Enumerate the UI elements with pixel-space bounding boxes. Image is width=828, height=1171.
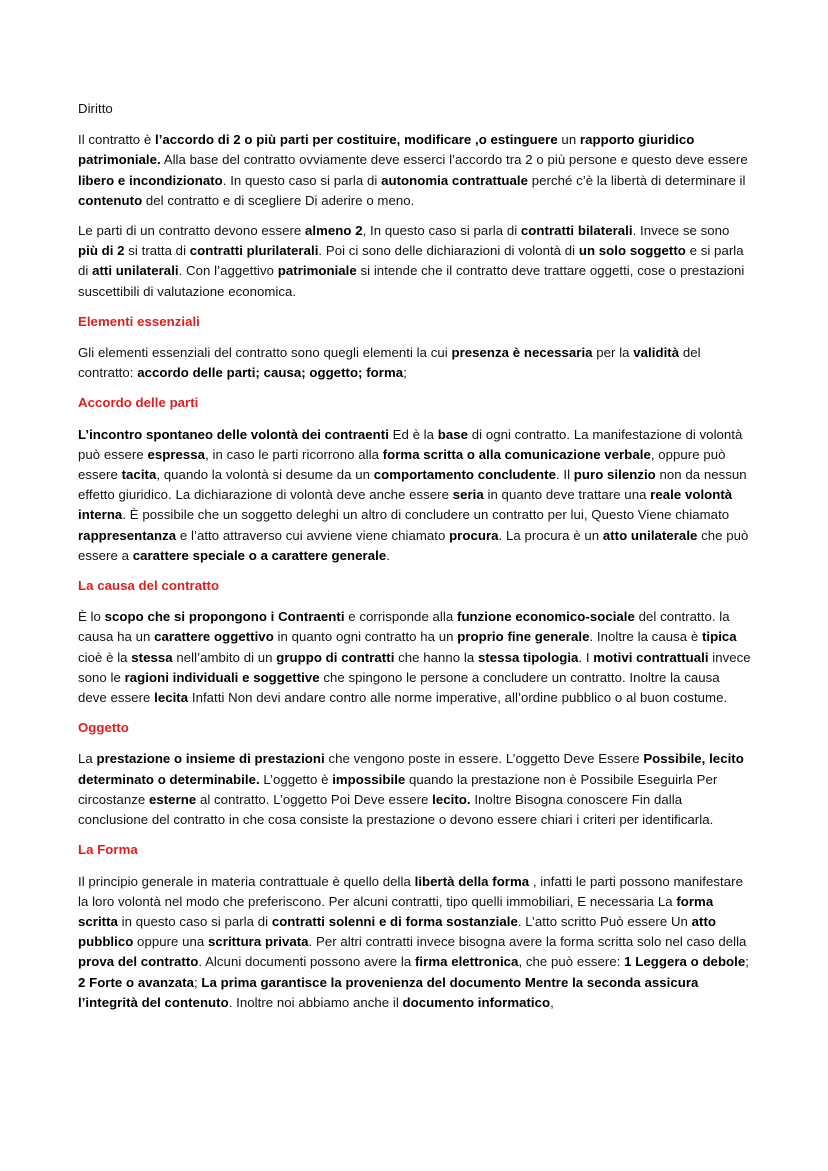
text-run: si intende che il contratto deve trattare oggetti, cose o prestazioni suscettibili di valutazione economica.	[78, 263, 745, 299]
text-run: ;	[403, 365, 407, 381]
text-run: L’oggetto è	[259, 771, 333, 787]
bold-text: forma scritta o alla comunicazione verbale	[382, 446, 651, 462]
text-run: che può essere a	[78, 527, 749, 563]
bold-text: prova del contratto	[78, 954, 199, 970]
text-run: , che può essere:	[518, 954, 625, 970]
text-run: . L’atto scritto Può essere Un	[517, 913, 692, 929]
text-run: quando la prestazione non è Possibile Eseguirla Per circostanze	[78, 771, 718, 807]
text-run: . La procura è un	[498, 527, 603, 543]
bold-text: atti unilaterali	[92, 263, 179, 279]
text-run: Alla base del contratto ovviamente deve esserci l’accordo tra 2 o più persone e questo deve essere	[160, 152, 748, 168]
text-run: , oppure può essere	[78, 446, 726, 483]
bold-text: La prima garantisce la provenienza del documento Mentre la seconda assicura l’integrità del contenuto	[78, 974, 699, 1010]
text-run: un	[557, 132, 580, 148]
section-heading: La causa del contratto	[78, 578, 220, 594]
paragraph	[78, 343, 752, 383]
bold-text: L’incontro spontaneo delle volontà dei contraenti	[78, 426, 389, 442]
bold-text: libero e incondizionato	[78, 172, 223, 188]
bold-text: contratti solenni e di forma sostanziale	[271, 913, 518, 929]
bold-text: libertà della forma	[414, 873, 530, 889]
text-run: non da nessun effetto giuridico. La dichiarazione di volontà deve anche essere	[78, 467, 747, 503]
text-run: e si parla di	[78, 243, 744, 279]
bold-text: reale volontà interna	[78, 487, 733, 523]
text-run: in quanto deve trattare una	[483, 487, 651, 503]
text-run: . È possibile che un soggetto deleghi un altro di concludere un contratto per lui, Questo Viene chiamato	[122, 507, 730, 523]
bold-text: impossibile	[332, 771, 406, 787]
bold-text: l’accordo di 2 o più parti per costituire, modificare ,o estinguere	[154, 132, 558, 148]
text-run: . Inoltre noi abbiamo anche il	[228, 994, 403, 1010]
paragraph	[78, 425, 752, 566]
paragraph	[78, 221, 752, 302]
text-run: , quando la volontà si desume da un	[156, 467, 374, 483]
bold-text: 1 Leggera o debole	[624, 954, 746, 970]
text-run: , in caso le parti ricorrono alla	[205, 446, 383, 462]
bold-text: più di 2	[78, 243, 125, 259]
text-run: oppure una	[133, 934, 209, 950]
text-run: Il contratto è	[78, 132, 155, 148]
bold-text: rapporto giuridico patrimoniale.	[78, 132, 695, 168]
text-run: È lo	[78, 609, 105, 625]
text-run: che hanno la	[394, 649, 478, 665]
text-run: Il principio generale in materia contrattuale è quello della	[78, 873, 415, 889]
bold-text: 2 Forte o avanzata	[78, 974, 194, 990]
bold-text: base	[437, 426, 469, 442]
bold-text: almeno 2	[305, 223, 363, 239]
bold-text: autonomia contrattuale	[381, 172, 529, 188]
text-run: , In questo caso si parla di	[362, 223, 521, 239]
document-page	[78, 99, 752, 1023]
text-run: . I	[578, 649, 594, 665]
text-run: . Con l’aggettivo	[178, 263, 278, 279]
bold-text: gruppo di contratti	[276, 649, 395, 665]
text-run: ;	[193, 974, 202, 990]
bold-text: atto pubblico	[78, 913, 717, 950]
bold-text: validità	[633, 345, 680, 361]
text-run: Gli elementi essenziali del contratto sono quegli elementi la cui	[78, 345, 452, 361]
bold-text: carattere speciale o a carattere generale	[132, 547, 387, 563]
text-run: Ed è la	[388, 426, 438, 442]
bold-text: Possibile, lecito determinato o determinabile.	[78, 751, 744, 787]
bold-text: contenuto	[78, 192, 143, 208]
text-run: . In questo caso si parla di	[222, 172, 382, 188]
bold-text: contratti bilaterali	[520, 223, 633, 239]
bold-text: un solo soggetto	[578, 243, 686, 259]
text-run: del contratto. la causa ha un	[78, 609, 730, 645]
section-heading: Elementi essenziali	[78, 313, 200, 329]
bold-text: esterne	[148, 791, 197, 807]
section-heading: La Forma	[78, 842, 138, 858]
bold-text: scopo che si propongono i Contraenti	[104, 609, 345, 625]
text-run: cioè è la	[78, 649, 132, 665]
text-run: . Alcuni documenti possono avere la	[198, 954, 415, 970]
text-run: si tratta di	[124, 243, 190, 259]
bold-text: firma elettronica	[414, 954, 519, 970]
text-run: e corrisponde alla	[344, 609, 457, 625]
paragraph	[78, 872, 752, 1013]
text-run: di ogni contratto. La manifestazione di volontà può essere	[78, 426, 743, 462]
text-run: e l’atto attraverso cui avviene viene chiamato	[176, 527, 450, 543]
bold-text: stessa	[131, 649, 173, 665]
bold-text: stessa tipologia	[477, 649, 579, 665]
text-run: La	[78, 751, 97, 767]
bold-text: proprio fine generale	[457, 629, 590, 645]
bold-text: funzione economico-sociale	[457, 609, 635, 625]
paragraph	[78, 749, 752, 830]
text-run: . Invece se sono	[632, 223, 730, 239]
text-run: , infatti le parti possono manifestare la loro volontà nel modo che preferiscono. Per alcuni contratti, tipo quelli immobiliari, E necessaria La	[78, 873, 743, 909]
text-run: in quanto ogni contratto ha un	[273, 629, 458, 645]
bold-text: motivi contrattuali	[593, 649, 709, 665]
text-run: perché c’è la libertà di determinare il	[528, 172, 746, 188]
text-run: che vengono poste in essere. L’oggetto Deve Essere	[324, 751, 644, 767]
text-run: invece sono le	[78, 649, 751, 685]
text-run: Inoltre Bisogna conoscere Fin dalla conclusione del contratto in che cosa consiste la prestazione o devono essere chiari i criteri per identificarla.	[78, 791, 714, 828]
text-run: .	[386, 547, 390, 563]
bold-text: seria	[452, 487, 484, 503]
text-run: Infatti Non devi andare contro alle norme imperative, all’ordine pubblico o al buon costume.	[188, 690, 728, 706]
bold-text: atto unilaterale	[602, 527, 698, 543]
bold-text: tipica	[701, 629, 737, 645]
bold-text: documento informatico	[402, 994, 551, 1010]
section-heading: Accordo delle parti	[78, 395, 199, 411]
bold-text: lecita	[154, 690, 189, 706]
bold-text: comportamento concludente	[373, 467, 556, 483]
text-run: . Inoltre la causa è	[589, 629, 702, 645]
bold-text: scrittura privata	[208, 934, 309, 950]
text-run: che spingono le persone a concludere un contratto. Inoltre la causa deve essere	[78, 669, 720, 706]
bold-text: lecito.	[432, 791, 471, 807]
text-run: al contratto. L’oggetto Poi Deve essere	[196, 791, 433, 807]
bold-text: rappresentanza	[78, 527, 177, 543]
document-body	[78, 130, 752, 1013]
paragraph	[78, 607, 752, 708]
document-title: Diritto	[78, 101, 113, 116]
text-run: . Poi ci sono delle dichiarazioni di volontà di	[318, 243, 579, 259]
text-run: ,	[550, 994, 554, 1010]
bold-text: tacita	[121, 467, 157, 483]
bold-text: forma scritta	[78, 893, 714, 929]
text-run: nell’ambito di un	[172, 649, 277, 665]
bold-text: ragioni individuali e soggettive	[124, 669, 320, 685]
text-run: . Per altri contratti invece bisogna avere la forma scritta solo nel caso della	[308, 934, 747, 950]
text-run: Le parti di un contratto devono essere	[78, 223, 306, 239]
section-heading: Oggetto	[78, 720, 129, 736]
paragraph	[78, 130, 752, 211]
bold-text: puro silenzio	[573, 467, 656, 483]
text-run: in questo caso si parla di	[117, 913, 272, 929]
bold-text: presenza è necessaria	[451, 345, 593, 361]
text-run: per la	[592, 345, 634, 361]
bold-text: accordo delle parti; causa; oggetto; forma	[137, 365, 404, 381]
bold-text: carattere oggettivo	[154, 629, 274, 645]
bold-text: patrimoniale	[277, 263, 357, 279]
bold-text: espressa	[147, 446, 206, 462]
text-run: del contratto e di scegliere Di aderire o meno.	[142, 192, 415, 208]
text-run: del contratto:	[78, 345, 701, 381]
bold-text: prestazione o insieme di prestazioni	[96, 751, 325, 767]
bold-text: contratti plurilaterali	[189, 243, 319, 259]
text-run: . Il	[555, 467, 574, 483]
bold-text: procura	[449, 527, 499, 543]
text-run: ;	[745, 954, 749, 970]
